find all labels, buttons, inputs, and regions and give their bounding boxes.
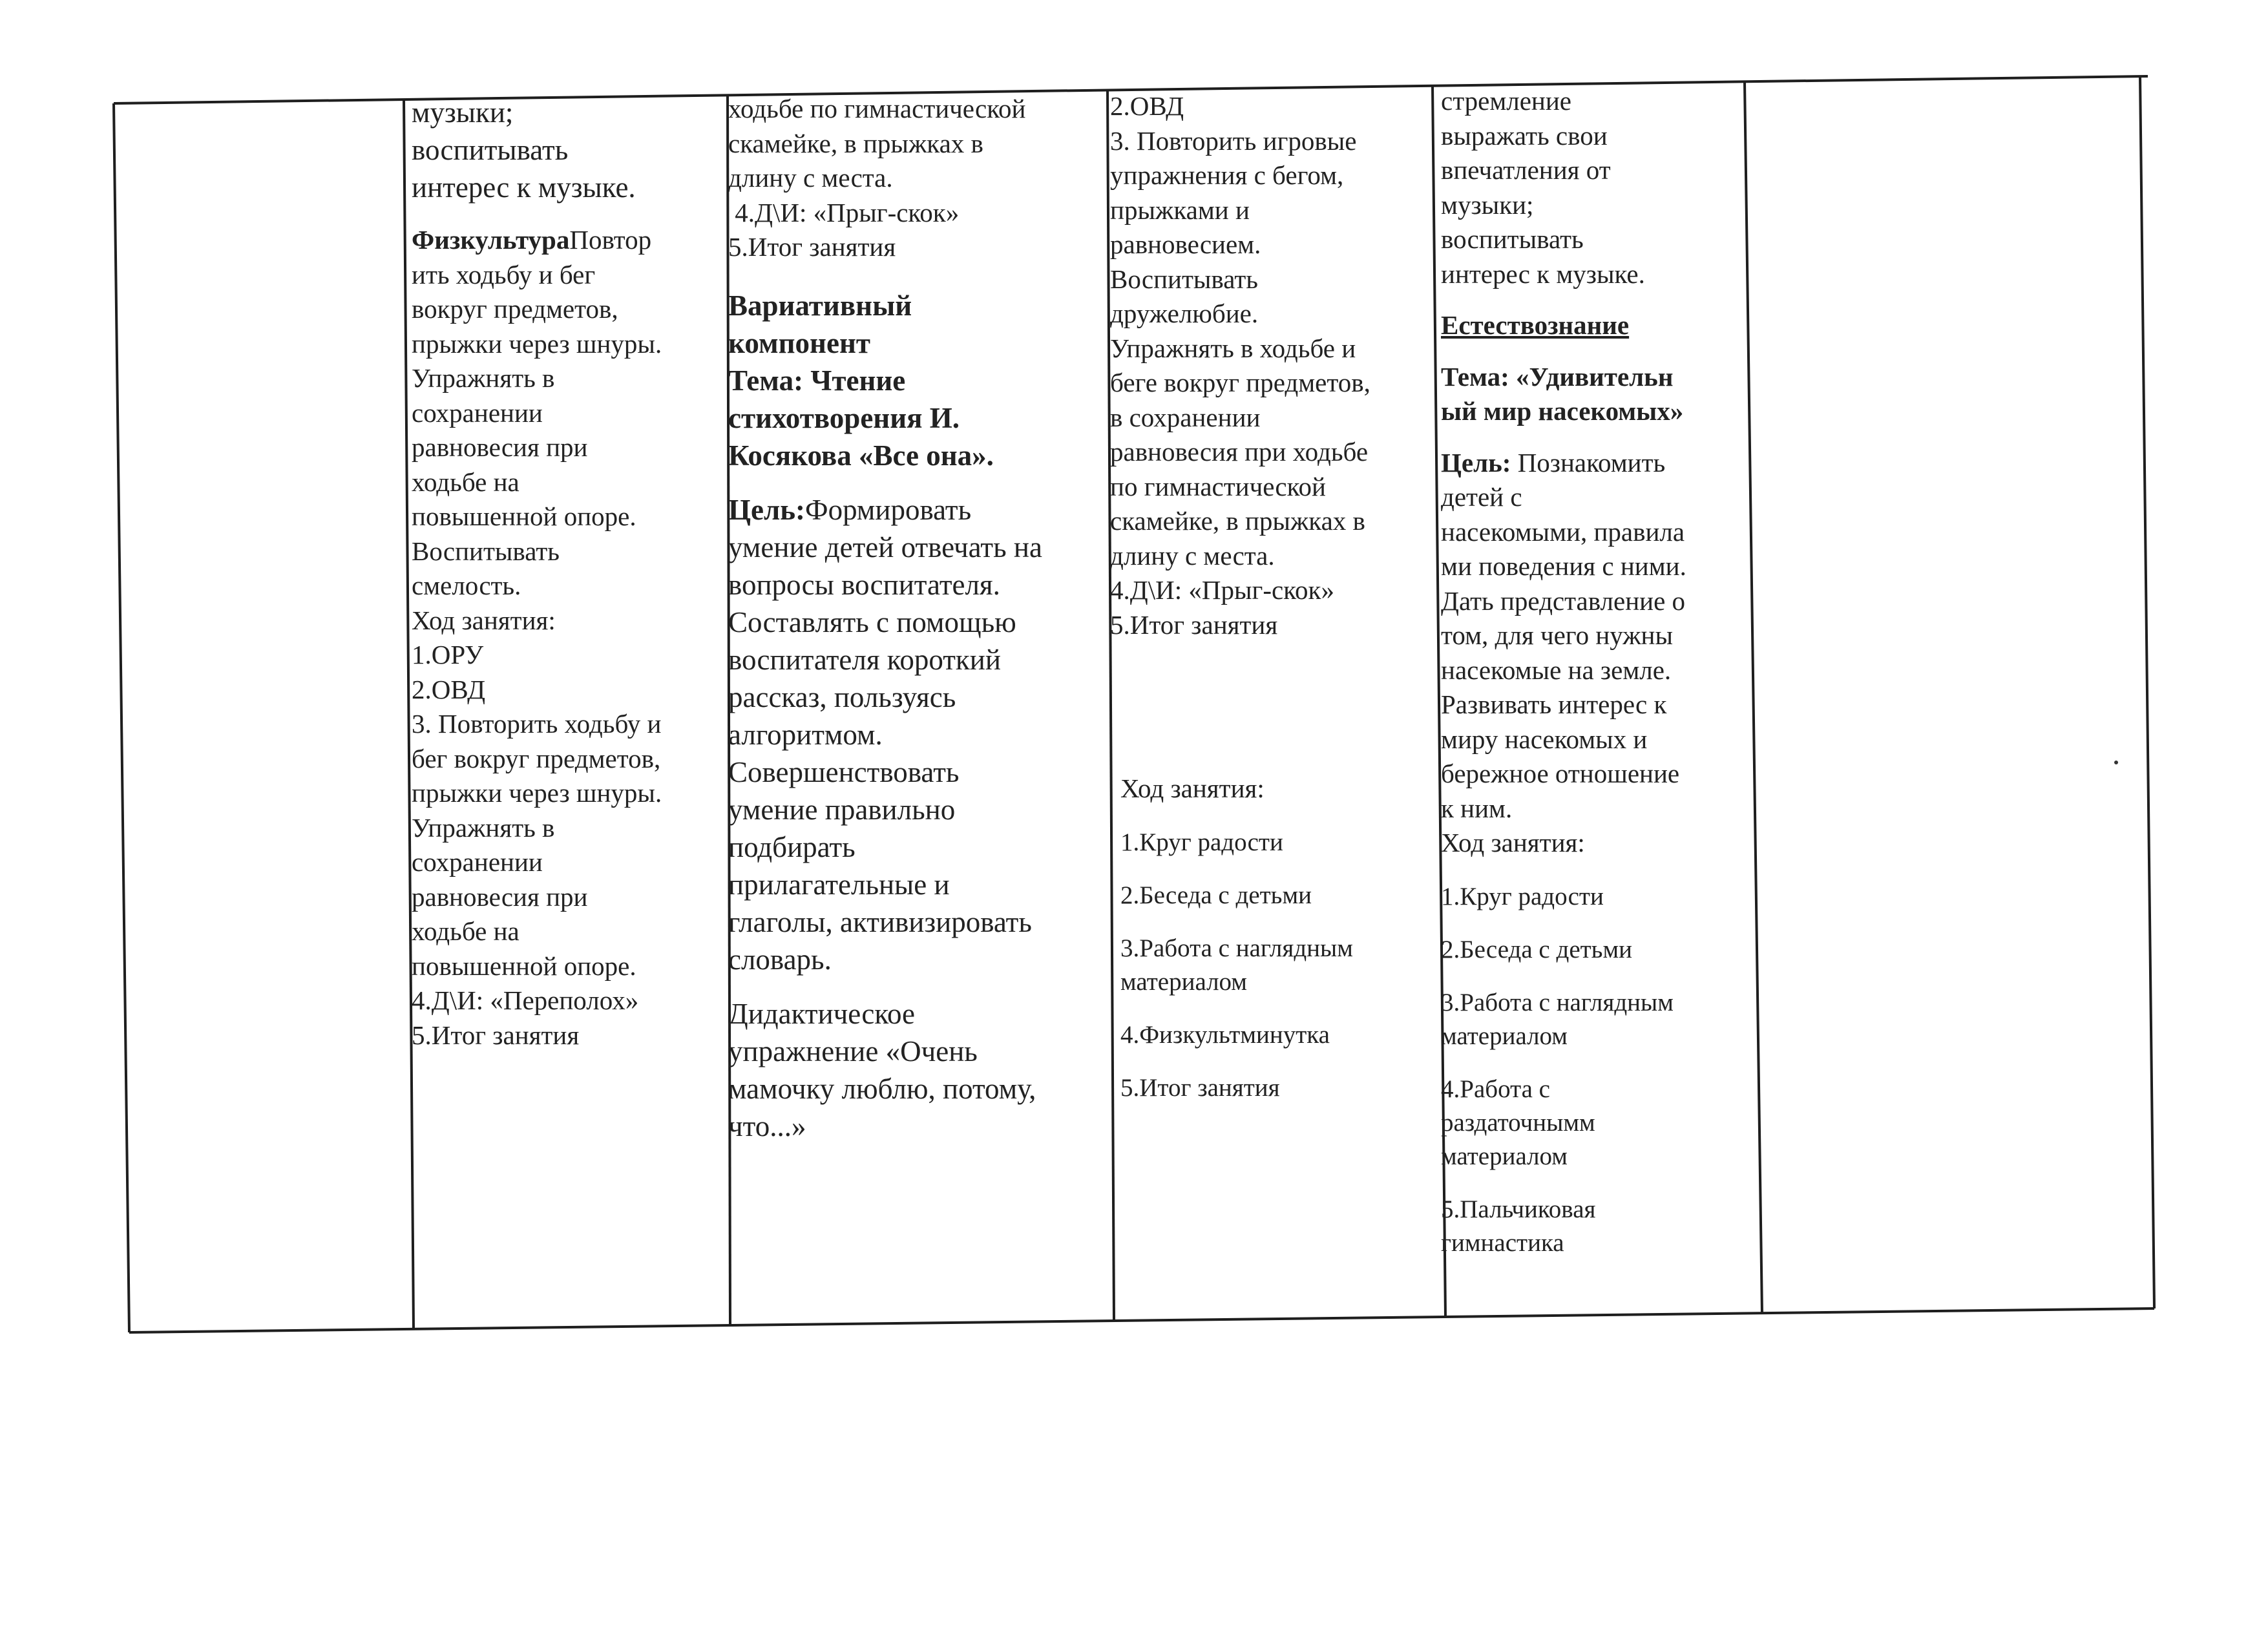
col2-intro — [412, 94, 709, 206]
course-step: 1.Круг радости — [1120, 828, 1283, 856]
col2-pe-label: Физкультура — [412, 225, 570, 255]
col5-goal-label: Цель: — [1441, 447, 1511, 478]
course-step: 5.Итог занятия — [1120, 1073, 1280, 1102]
text-line: глаголы, активизировать — [728, 905, 1032, 938]
course-step: 2.Беседа с детьми — [1441, 935, 1633, 963]
course-step: 2.Беседа с детьми — [1120, 881, 1312, 909]
text-line: бег вокруг предметов, — [412, 743, 661, 773]
text-line: по гимнастической — [1110, 471, 1326, 501]
text-line: равновесия при — [412, 432, 588, 462]
text-line: что...» — [728, 1109, 806, 1142]
col2-pe-text — [412, 258, 709, 1053]
text-line: скамейке, в прыжках в — [728, 128, 983, 158]
text-line: равновесия при — [412, 881, 588, 912]
column-3-cell — [728, 92, 1106, 1319]
col5-subject: Естествознание — [1441, 310, 1630, 340]
text-line: упражнение «Очень — [728, 1035, 978, 1067]
text-line: дружелюбие. — [1110, 299, 1259, 328]
text-line: ходьбе на — [412, 916, 520, 946]
text-line: миру насекомых и — [1441, 724, 1648, 754]
course-step: 4.Физкультминутка — [1120, 1020, 1330, 1049]
heading-line: стихотворения И. — [728, 401, 960, 434]
text-line: прыжки через шнуры. — [412, 328, 662, 359]
column-6-cell — [1770, 90, 2132, 1299]
course-step: 3.Работа с наглядным материалом — [1441, 988, 1674, 1050]
text-line: умение правильно — [728, 793, 956, 826]
text-line: 4.Д\И: «Прыг-скок» — [1110, 575, 1334, 605]
col3-variative — [728, 287, 1106, 362]
heading-line: ый мир насекомых» — [1441, 396, 1684, 426]
heading-line: Косякова «Все она». — [728, 439, 994, 472]
heading-line: Тема: Чтение — [728, 364, 906, 397]
text-line: алгоритмом. — [728, 718, 883, 751]
text-line: Составлять с помощью — [728, 605, 1016, 638]
text-line: воспитателя короткий — [728, 643, 1001, 676]
text-line: равновесия при ходьбе — [1110, 437, 1369, 467]
col3-goal-first: Формировать — [805, 493, 972, 526]
text-line: бережное отношение — [1441, 759, 1680, 788]
text-line: 5.Итог занятия — [412, 1020, 580, 1050]
col5-theme — [1441, 360, 1748, 429]
text-line: Дать представление о — [1441, 585, 1686, 616]
text-line: беге вокруг предметов, — [1110, 368, 1370, 397]
heading-line: компонент — [728, 326, 870, 359]
col5-steps — [1441, 880, 1748, 1260]
text-line: 3. Повторить ходьбу и — [412, 709, 662, 739]
col3-intro — [728, 92, 1106, 265]
text-line: Дидактическое — [728, 997, 915, 1030]
col4-intro — [1110, 89, 1430, 642]
table-right-border — [2140, 76, 2154, 1308]
text-line: 4.Д\И: «Переполох» — [412, 985, 639, 1015]
text-line: музыки; — [412, 96, 514, 129]
text-line: сохранении — [412, 847, 543, 877]
text-line: ить ходьбу и бег — [412, 259, 596, 289]
text-line: детей с — [1441, 482, 1522, 512]
text-line: впечатления от — [1441, 155, 1611, 185]
text-line: том, для чего нужны — [1441, 620, 1674, 650]
heading-line: Вариативный — [728, 289, 912, 322]
col5-goal-first: Познакомить — [1511, 447, 1666, 478]
col2-pe-block — [412, 223, 709, 1053]
text-line: длину с места. — [1110, 540, 1275, 571]
text-line: сохранении — [412, 397, 543, 428]
text-line: длину с места. — [728, 163, 893, 193]
col3-goal-text — [728, 529, 1106, 978]
text-line: Упражнять в ходьбе и — [1110, 333, 1356, 363]
text-line: подбирать — [728, 830, 856, 863]
text-line: мамочку люблю, потому, — [728, 1072, 1036, 1105]
text-line: насекомыми, правила — [1441, 516, 1685, 547]
text-line: 3. Повторить игровые — [1110, 125, 1357, 156]
text-line: в сохранении — [1110, 402, 1261, 432]
text-line: интерес к музыке. — [1441, 258, 1645, 289]
text-line: вокруг предметов, — [412, 294, 618, 324]
col3-goal-label: Цель: — [728, 493, 806, 526]
col2-pe-text-first: Повтор — [569, 225, 652, 255]
text-line: к ним. — [1441, 793, 1513, 823]
text-line: Упражнять в — [412, 812, 555, 843]
text-line: Ход занятия: — [412, 605, 556, 635]
column-4-cell — [1110, 89, 1430, 1317]
course-step: 4.Работа с раздаточнымм материалом — [1441, 1075, 1595, 1170]
text-line: 5.Итог занятия — [1110, 609, 1278, 640]
text-line: 4.Д\И: «Прыг-скок» — [728, 197, 960, 227]
text-line: Воспитывать — [412, 536, 560, 566]
text-line: Развивать интерес к — [1441, 689, 1667, 719]
course-step: 1.Круг радости — [1441, 882, 1604, 910]
column-5-cell — [1441, 84, 1748, 1312]
text-line: воспитывать — [1441, 224, 1584, 254]
col5-goal-block — [1441, 446, 1748, 861]
text-line: выражать свои — [1441, 120, 1608, 151]
col5-intro — [1441, 84, 1748, 291]
column-1-cell — [120, 110, 398, 1318]
col3-goal-block — [728, 491, 1106, 978]
text-line: умение детей отвечать на — [728, 530, 1042, 563]
text-line: ходьбе по гимнастической — [728, 94, 1026, 123]
text-line: 1.ОРУ — [412, 640, 484, 669]
col4-steps — [1110, 826, 1430, 1105]
text-line: Воспитывать — [1110, 264, 1258, 294]
text-line: воспитывать — [412, 134, 569, 166]
course-step: 3.Работа с наглядным материалом — [1120, 934, 1353, 996]
text-line: ходьбе на — [412, 467, 520, 497]
text-line: смелость. — [412, 571, 521, 600]
text-line: равновесием. — [1110, 229, 1261, 259]
text-line: прилагательные и — [728, 868, 950, 901]
text-line: скамейке, в прыжках в — [1110, 506, 1365, 536]
text-line: повышенной опоре. — [412, 951, 636, 981]
text-line: Ход занятия: — [1441, 828, 1585, 857]
column-2-cell — [412, 94, 709, 1321]
text-line: музыки; — [1441, 189, 1534, 220]
text-line: стремление — [1441, 86, 1571, 116]
text-line: рассказ, пользуясь — [728, 680, 956, 713]
text-line: вопросы воспитателя. — [728, 568, 1000, 601]
text-line: Упражнять в — [412, 363, 555, 393]
col3-exercise — [728, 995, 1106, 1145]
text-line: 5.Итог занятия — [728, 232, 896, 262]
col3-theme — [728, 362, 1106, 474]
col5-goal-text — [1441, 480, 1748, 861]
text-line: Совершенствовать — [728, 755, 960, 788]
text-line: 2.ОВД — [1110, 91, 1184, 121]
text-line: прыжки через шнуры. — [412, 778, 662, 808]
text-line: прыжками и — [1110, 194, 1250, 225]
heading-line: Тема: «Удивительн — [1441, 361, 1674, 392]
text-line: 2.ОВД — [412, 674, 486, 704]
text-line: упражнения с бегом, — [1110, 160, 1344, 190]
course-step: 5.Пальчиковая гимнастика — [1441, 1195, 1596, 1257]
text-line: ми поведения с ними. — [1441, 551, 1686, 581]
text-line: повышенной опоре. — [412, 501, 636, 531]
text-line: интерес к музыке. — [412, 171, 636, 204]
text-line: словарь. — [728, 943, 832, 976]
col4-course-label: Ход занятия: — [1120, 773, 1265, 803]
text-line: насекомые на земле. — [1441, 655, 1672, 685]
